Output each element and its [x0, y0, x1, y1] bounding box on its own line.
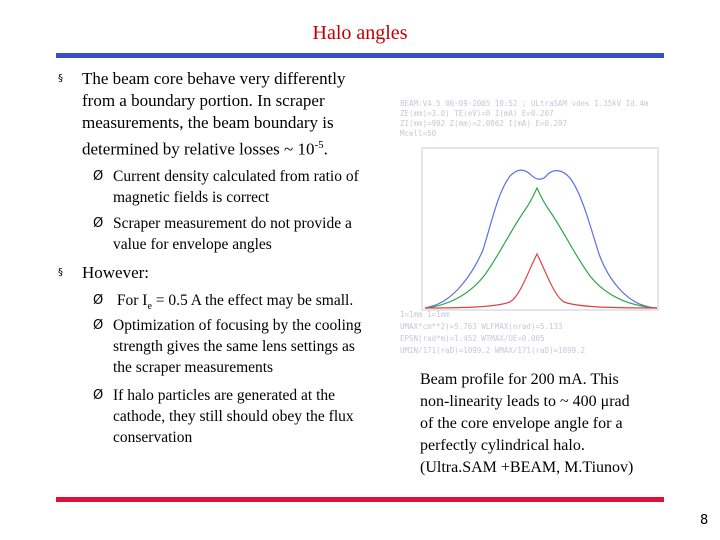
- sub-bullet-marker: Ø: [93, 318, 104, 333]
- bullet-line: from a boundary portion. In scraper: [82, 91, 325, 110]
- sub-bullet-line: cathode, they still should obey the flux: [113, 408, 354, 425]
- bullet-marker: §: [58, 267, 63, 278]
- figure-header-line: ZE(mm)=3.0) TE(eV)=0 I(mA) E=0.207: [400, 109, 554, 118]
- sub-bullet-line: Scraper measurement do not provide a: [113, 215, 352, 232]
- sub-bullet-current-density: [93, 166, 403, 208]
- caption-line: Beam profile for 200 mA. This: [420, 371, 619, 388]
- sub-bullet-marker: Ø: [93, 169, 104, 184]
- figure-header-line: BEAM:V4.5 06-09-2005 10:52 ; ULtraSAM vdes 1.35kV Id.4m: [400, 99, 649, 108]
- figure-footer-line: EPSN(rad*m)=1.452 WTMAX/UE=0.005: [400, 334, 545, 343]
- sub-bullet-marker: Ø: [93, 216, 104, 231]
- sub-bullet-marker: Ø: [93, 388, 104, 403]
- figure-header-line: ZI(mm)=902 Z(mm)=2.0862 I(mA) E=0.207: [400, 119, 568, 128]
- green-profile-curve: [425, 188, 657, 308]
- figure-caption: [420, 369, 670, 479]
- sub-bullet-scraper: [93, 213, 403, 255]
- sub-bullet-effect-small: [93, 290, 403, 317]
- bullet-line: measurements, the beam boundary is: [82, 113, 334, 132]
- caption-line: perfectly cylindrical halo.: [420, 437, 585, 454]
- figure-footer-line: UMIN/171(raD)=1099.2 WMAX/171(raD)=1099.2: [400, 346, 586, 355]
- sub-bullet-line: the scraper measurements: [113, 359, 274, 376]
- bullet-however: [58, 262, 282, 284]
- plot-frame: [422, 148, 658, 310]
- blue-profile-curve: [425, 170, 657, 308]
- figure-footer-line: 1=1mm 1=1mm: [400, 310, 450, 319]
- sub-bullet-halo-particles: [93, 385, 403, 448]
- beam-profile-figure: [396, 96, 678, 366]
- bullet-line: The beam core behave very differently: [82, 69, 346, 88]
- footer-divider: [56, 497, 664, 502]
- caption-line: of the core envelope angle for a: [420, 415, 623, 432]
- bullet-line: determined by relative losses ~ $10^{-5}$.: [82, 139, 328, 159]
- caption-line: (Ultra.SAM +BEAM, M.Tiunov): [420, 459, 634, 476]
- sub-bullet-line: strength gives the same lens settings as: [113, 338, 355, 355]
- sub-bullet-line: Current density calculated from ratio of: [113, 168, 359, 185]
- bullet-beam-core: [58, 68, 402, 161]
- page-number: 8: [700, 513, 709, 528]
- sub-bullet-line: If halo particles are generated at the: [113, 387, 336, 404]
- slide-title: Halo angles: [312, 22, 408, 44]
- sub-bullet-marker: Ø: [93, 293, 104, 308]
- title-divider: [56, 53, 664, 58]
- figure-footer-line: UMAX*cm**2)=5.763 WLFMAX(nrad)=5.133: [400, 322, 563, 331]
- caption-line: non-linearity leads to ~ 400 μrad: [420, 393, 630, 410]
- sub-bullet-line: Optimization of focusing by the cooling: [113, 317, 362, 334]
- exponent: -5: [314, 139, 324, 151]
- bullet-marker: §: [58, 73, 63, 84]
- sub-bullet-line: conservation: [113, 429, 193, 446]
- sub-bullet-line: magnetic fields is correct: [113, 189, 270, 206]
- sub-bullet-optimization: [93, 315, 403, 378]
- sub-bullet-line: For $I_e = 0.5$ A the effect may be small.: [113, 292, 354, 313]
- figure-header-line: Mcell=50: [400, 129, 437, 138]
- bullet-line: However:: [82, 263, 150, 282]
- sub-bullet-line: value for envelope angles: [113, 236, 272, 253]
- subscript: e: [147, 301, 152, 313]
